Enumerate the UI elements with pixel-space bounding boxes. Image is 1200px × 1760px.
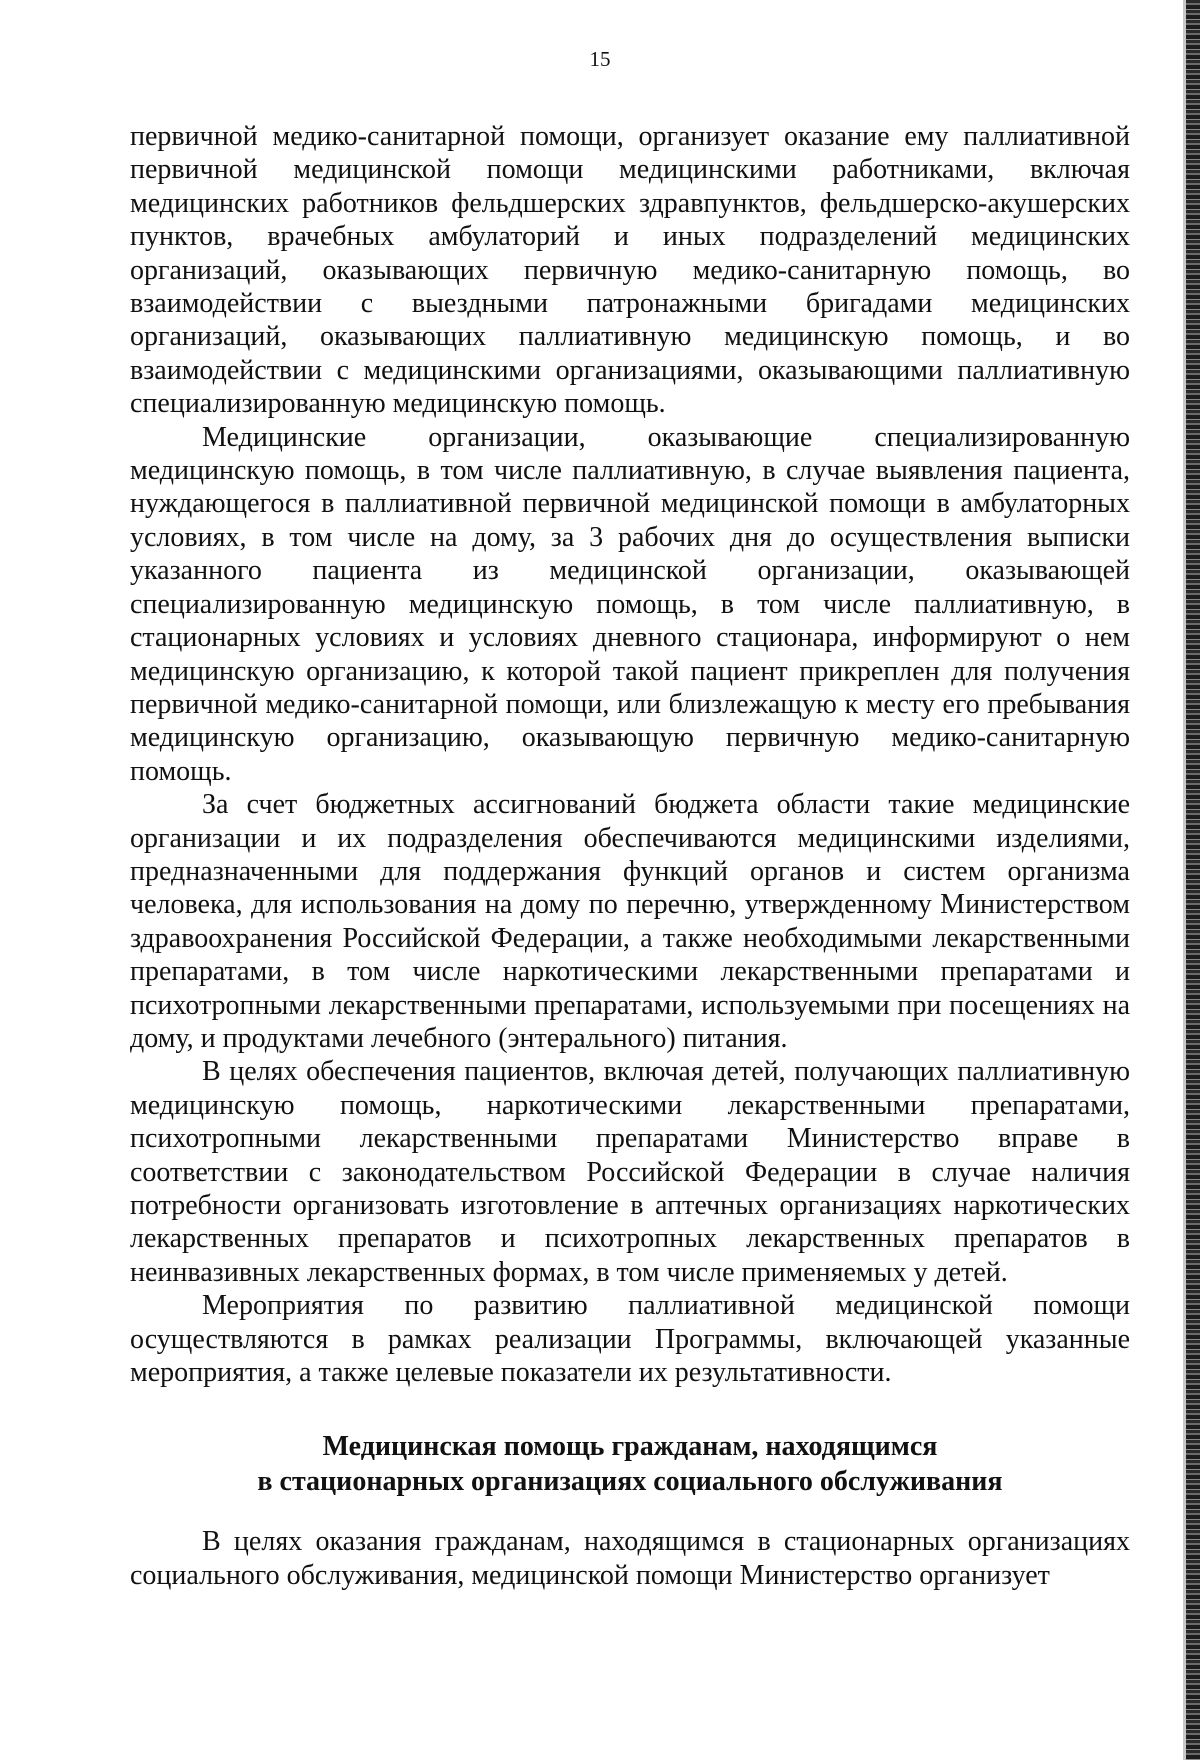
paragraph-budget-funding: За счет бюджетных ассигнований бюджета области такие медицинские организации и их подразделения обеспечиваются медицинскими изделиями, предназначенными для поддержания функций органов и систем организма человека, для использования на дому по перечню, утвержденному Министерством здравоохранения Российской Федерации, а также необходимыми лекарственными препаратами, в том числе наркотическими лекарственными препаратами и психотропными лекарственными препаратами, используемыми при посещениях на дому, и продуктами лечебного (энтерального) питания. [130, 789, 1130, 1054]
section-heading [130, 1429, 1130, 1499]
section-heading-line-1: Медицинская помощь гражданам, находящимся [322, 1431, 938, 1463]
section-heading-line-2: в стационарных организациях социального обслуживания [257, 1466, 1003, 1498]
paragraph-continuation: первичной медико-санитарной помощи, организует оказание ему паллиативной первичной медицинской помощи медицинскими работниками, включая медицинских работников фельдшерских здравпунктов, фельдшерско-акушерских пунктов, врачебных амбулаторий и иных подразделений медицинских организаций, оказывающих первичную медико-санитарную помощь, во взаимодействии с выездными патронажными бригадами медицинских организаций, оказывающих паллиативную медицинскую помощь, и во взаимодействии с медицинскими организациями, оказывающими паллиативную специализированную медицинскую помощь. [130, 121, 1130, 420]
paragraph-program-measures: Мероприятия по развитию паллиативной медицинской помощи осуществляются в рамках реализации Программы, включающей указанные мероприятия, а также целевые показатели их результативности. [130, 1290, 1130, 1389]
paragraph-social-organizations: В целях оказания гражданам, находящимся в стационарных организациях социального обслуживания, медицинской помощи Министерство организует [130, 1526, 1130, 1591]
document-body [130, 120, 1130, 1592]
paragraph-specialized-organizations: Медицинские организации, оказывающие специализированную медицинскую помощь, в том числе паллиативную, в случае выявления пациента, нуждающегося в паллиативной первичной медицинской помощи в амбулаторных условиях, в том числе на дому, за 3 рабочих дня до осуществления выписки указанного пациента из медицинской организации, оказывающей специализированную медицинскую помощь, в том числе паллиативную, в стационарных условиях и условиях дневного стационара, информируют о нем медицинскую организацию, к которой такой пациент прикреплен для получения первичной медико-санитарной помощи, или близлежащую к месту его пребывания медицинскую организацию, оказывающую первичную медико-санитарную помощь. [130, 421, 1130, 787]
paragraph-narcotic-drugs: В целях обеспечения пациентов, включая детей, получающих паллиативную медицинскую помощь, наркотическими лекарственными препаратами, психотропными лекарственными препаратами Министерство вправе в соответствии с законодательством Российской Федерации в случае наличия потребности организовать изготовление в аптечных организациях наркотических лекарственных препаратов и психотропных лекарственных препаратов в неинвазивных лекарственных формах, в том числе применяемых у детей. [130, 1056, 1130, 1288]
page-number: 15 [589, 47, 611, 71]
scan-edge [1186, 0, 1200, 1760]
